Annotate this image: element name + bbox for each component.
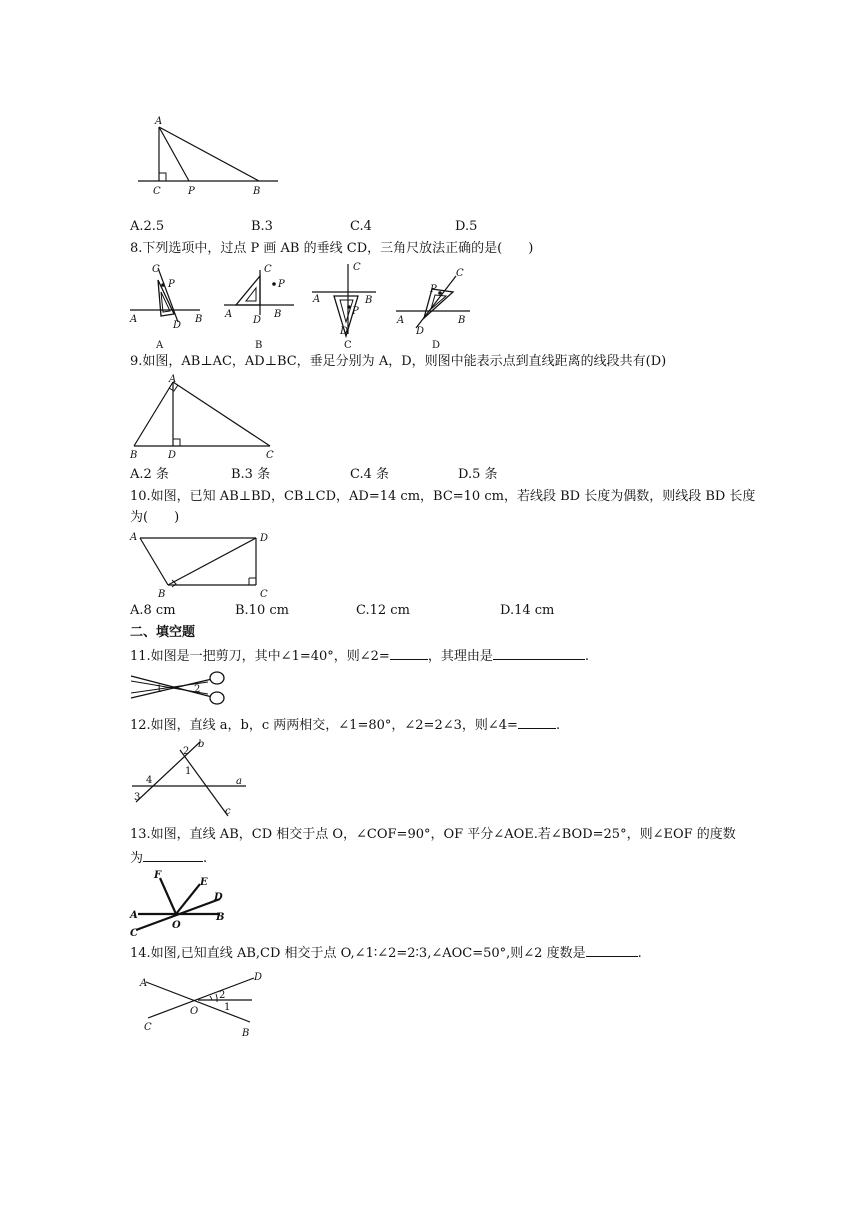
figure-q11-scissors — [128, 668, 228, 708]
angle-label-1: 1 — [185, 766, 192, 777]
figure-q9 — [128, 372, 276, 460]
section-title: 二、填空题 — [130, 625, 196, 640]
label-b: B — [216, 912, 225, 923]
q13-answer-blank[interactable] — [143, 849, 203, 862]
figure-q8-a — [128, 260, 208, 352]
q7-option-d: D.5 — [455, 219, 478, 234]
figure-q8-d — [394, 262, 478, 352]
q13-text-pre: 为 — [130, 851, 144, 866]
label-c: C — [456, 268, 464, 279]
label-a: A — [140, 978, 148, 989]
figure-q8-b — [222, 260, 302, 352]
q9-option-c: C.4 条 — [350, 467, 390, 482]
label-a: A — [225, 309, 233, 320]
label-b: B — [130, 450, 138, 460]
label-b: B — [158, 589, 166, 599]
q12-text-pre: 12.如图，直线 a，b，c 两两相交，∠1=80°，∠2=2∠3，则∠4= — [130, 718, 518, 733]
label-d: D — [253, 315, 262, 326]
q10-option-a: A.8 cm — [130, 603, 176, 618]
option-letter: C — [344, 340, 352, 351]
q11-answer-blank-1[interactable] — [390, 647, 428, 660]
label-c: C — [353, 262, 361, 273]
label-d: D — [214, 892, 223, 903]
label-a: A — [130, 910, 138, 921]
figure-q12 — [128, 736, 248, 818]
line-label-c: c — [225, 806, 231, 817]
label-c: C — [260, 589, 268, 599]
q10-option-d: D.14 cm — [500, 603, 555, 618]
q13-text-post: . — [203, 851, 208, 866]
label-b: B — [242, 1028, 250, 1039]
q13-question-line1: 13.如图，直线 AB，CD 相交于点 O，∠COF=90°，OF 平分∠AOE.若∠BOD=25°，则∠EOF 的度数 — [130, 827, 736, 842]
q7-option-a: A.2.5 — [130, 219, 165, 234]
option-letter: A — [156, 340, 164, 351]
q8-question: 8.下列选项中，过点 P 画 AB 的垂线 CD，三角尺放法正确的是( ) — [130, 241, 534, 256]
label-b: B — [253, 186, 261, 197]
q11-answer-blank-2[interactable] — [493, 647, 585, 660]
label-a: A — [155, 116, 163, 127]
label-p: P — [430, 284, 437, 295]
angle-label-1: 1 — [224, 1002, 231, 1013]
label-b: B — [195, 314, 203, 325]
q9-option-d: D.5 条 — [458, 467, 498, 482]
q11-text-post: . — [584, 649, 589, 664]
angle-label-2: 2 — [219, 990, 226, 1001]
label-b: B — [458, 315, 466, 326]
q11-text-pre: 11.如图是一把剪刀，其中∠1=40°，则∠2= — [130, 649, 390, 664]
q14-question — [130, 944, 642, 962]
line-label-b: b — [198, 739, 205, 750]
angle-label-4: 4 — [146, 775, 153, 786]
label-d: D — [340, 326, 349, 337]
label-p: P — [188, 186, 195, 197]
q14-answer-blank[interactable] — [586, 944, 638, 957]
label-o: O — [172, 920, 181, 931]
q14-text-post: . — [637, 946, 642, 961]
line-label-a: a — [236, 776, 242, 787]
q10-option-b: B.10 cm — [235, 603, 289, 618]
figure-q14 — [128, 964, 268, 1044]
label-c: C — [266, 450, 274, 460]
label-a: A — [397, 315, 405, 326]
q10-option-c: C.12 cm — [356, 603, 410, 618]
figure-q13 — [128, 866, 238, 938]
q11-question — [130, 647, 589, 665]
label-a: A — [313, 294, 321, 305]
label-a: A — [130, 314, 138, 325]
angle-label-1: 1 — [156, 684, 163, 695]
figure-q8-c — [310, 256, 386, 352]
label-d: D — [416, 326, 425, 337]
label-c: C — [264, 264, 272, 275]
label-f: F — [154, 870, 162, 881]
label-d: D — [173, 320, 182, 331]
figure-q10 — [128, 527, 276, 599]
label-c: C — [130, 928, 138, 938]
q12-question — [130, 716, 560, 734]
label-e: E — [200, 877, 208, 888]
label-b: B — [365, 295, 373, 306]
q9-option-b: B.3 条 — [231, 467, 271, 482]
label-a: A — [130, 532, 138, 543]
label-c: C — [153, 186, 161, 197]
q7-option-c: C.4 — [350, 219, 372, 234]
option-letter: B — [255, 340, 263, 351]
q13-question-line2 — [130, 849, 207, 867]
q14-text-pre: 14.如图,已知直线 AB,CD 相交于点 O,∠1∶∠2=2∶3,∠AOC=50°,则∠2 度数是 — [130, 946, 586, 961]
q10-question-line1: 10.如图，已知 AB⊥BD，CB⊥CD，AD=14 cm，BC=10 cm，若线段 BD 长度为偶数，则线段 BD 长度 — [130, 489, 756, 504]
label-p: P — [352, 306, 359, 317]
angle-label-2: 2 — [183, 746, 190, 757]
label-p: P — [278, 279, 285, 290]
label-c: C — [144, 1022, 152, 1033]
label-d: D — [254, 972, 263, 983]
q9-question: 9.如图，AB⊥AC，AD⊥BC，垂足分别为 A，D，则图中能表示点到直线距离的线段共有(D) — [130, 354, 667, 369]
q10-question-line2: 为( ) — [130, 510, 180, 525]
q12-text-post: . — [555, 718, 561, 733]
q7-option-b: B.3 — [251, 219, 273, 234]
q9-option-a: A.2 条 — [130, 467, 169, 482]
label-a: A — [169, 374, 177, 385]
angle-label-3: 3 — [134, 792, 141, 803]
q12-answer-blank[interactable] — [518, 716, 556, 729]
label-b: B — [274, 309, 282, 320]
figure-q7 — [136, 112, 282, 200]
label-d: D — [168, 450, 177, 460]
label-o: O — [190, 1006, 199, 1017]
option-letter: D — [432, 340, 441, 351]
angle-label-2: 2 — [194, 684, 201, 695]
label-p: P — [168, 279, 175, 290]
label-c: C — [152, 264, 160, 275]
label-d: D — [260, 533, 269, 544]
q11-text-mid: ，其理由是 — [427, 649, 493, 664]
